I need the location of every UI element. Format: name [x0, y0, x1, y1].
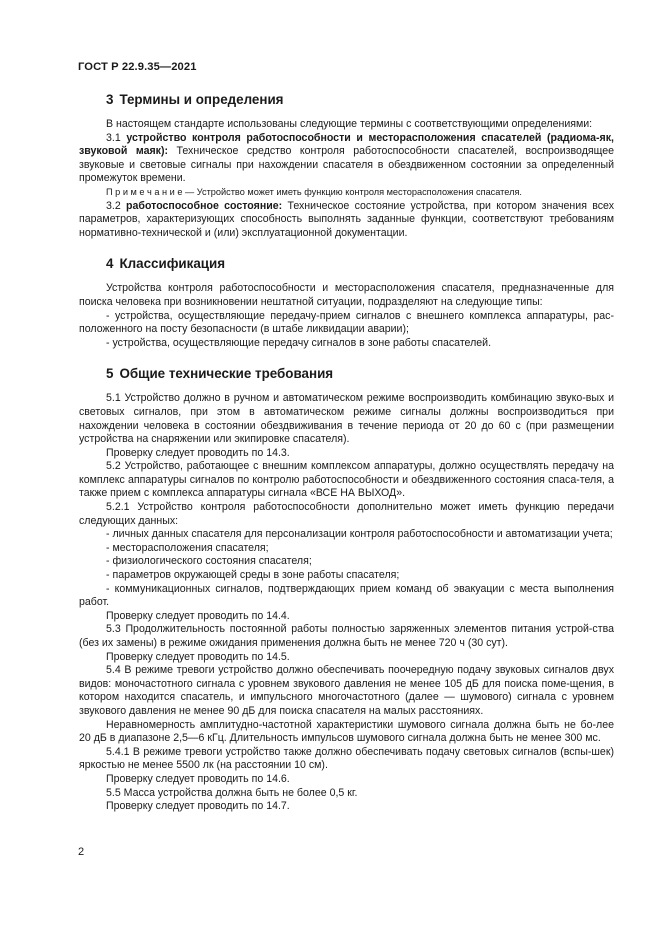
- list-item: - физиологического состояния спасателя;: [106, 555, 312, 568]
- term-3-1: [79, 132, 614, 186]
- section-number: 4: [106, 256, 114, 272]
- clause-5-4: 5.4 В режиме тревоги устройство должно обеспечивать поочередную подачу звуковых сигналов двух видов: моночастотного сигнала с уровнем звукового давления не менее 105 дБ для поиска поме-щения, в котором находится спасатель, и импульсного многочастотного (далее — шумового) сигнала с уровнем звукового давления не менее 90 дБ для поиска спасателя на малых расстояниях.: [79, 664, 614, 717]
- clause-5-2-1: 5.2.1 Устройство контроля работоспособности дополнительно может иметь функцию передачи следующих данных:: [79, 501, 614, 527]
- verification-note: Проверку следует проводить по 14.3.: [106, 446, 290, 459]
- clause-5-1: 5.1 Устройство должно в ручном и автоматическом режиме воспроизводить комбинацию звуко-вых и световых сигналов, при этом в автоматическом режиме сигналы должны воспроизводиться при нахождении человека в состоянии обездвиживания в течение периода от 20 до 60 с (при размещении устройства на снаряжении или экипировке спасателя).: [79, 392, 614, 446]
- section-title: Термины и определения: [119, 92, 284, 107]
- section-number: 5: [106, 366, 114, 382]
- clause-5-4-1: 5.4.1 В режиме тревоги устройство также должно обеспечивать подачу световых сигналов (вспы-шек) яркостью не менее 5500 лк (на расстоянии 10 см).: [79, 745, 614, 772]
- term-definition: Техническое средство контроля работоспособности спасателей, воспроизводящее звуковые и световые сигналы при нахождении спасателя в обездвиженном состоянии за определенный промежуток времени.: [79, 145, 614, 185]
- clause-5-3: 5.3 Продолжительность постоянной работы полностью заряженных элементов питания устрой-ства (без их замены) в режиме ожидания применения должна быть не менее 720 ч (30 сут).: [79, 623, 614, 649]
- list-item: - устройства, осуществляющие передачу-прием сигналов с внешнего комплекса аппаратуры, рас-положенного на посту безопасности (в штабе ликвидации аварии);: [79, 309, 614, 336]
- term-name: устройство контроля работоспособности и месторасположения спасателей (радиома-як, звуковой маяк):: [79, 131, 614, 158]
- list-item: - устройства, осуществляющие передачу сигналов в зоне работы спасателей.: [106, 336, 492, 349]
- section-title: Общие технические требования: [119, 366, 334, 382]
- section-number: 3: [106, 92, 114, 107]
- note-label: П р и м е ч а н и е: [106, 186, 183, 197]
- section-heading-4: [79, 256, 614, 272]
- clause-5-4-continued: Неравномерность амплитудно-частотной характеристики шумового сигнала должна быть не бо-лее 20 дБ в диапазоне 2,5—6 кГц. Длительность импульсов шумового сигнала должна быть не менее 300 мс.: [79, 718, 614, 745]
- section-title: Классификация: [119, 256, 226, 272]
- list-item: - коммуникационных сигналов, подтверждающих прием команд об эвакуации с места выполнения работ.: [79, 582, 614, 609]
- verification-note: Проверку следует проводить по 14.7.: [106, 800, 290, 813]
- page-number: 2: [78, 846, 85, 858]
- term-3-2: [79, 200, 614, 241]
- list-item: - личных данных спасателя для персонализации контроля работоспособности и автоматизации учета;: [106, 528, 613, 541]
- clause-5-5: 5.5 Масса устройства должна быть не более 0,5 кг.: [106, 786, 358, 799]
- list-item: - параметров окружающей среды в зоне работы спасателя;: [106, 569, 400, 582]
- note: [79, 186, 614, 200]
- verification-note: Проверку следует проводить по 14.5.: [106, 650, 290, 663]
- term-definition: Техническое состояние устройства, при котором значения всех параметров, характеризующих способность выполнять заданные функции, соответствуют требованиям нормативно-технической и (или) эксплуатационной документации.: [79, 199, 614, 239]
- document-body: [79, 88, 614, 814]
- paragraph-intro: В настоящем стандарте использованы следующие термины с соответствующими определениями:: [106, 118, 593, 130]
- verification-note: Проверку следует проводить по 14.4.: [106, 609, 290, 622]
- section-heading-5: [79, 366, 614, 382]
- section-heading-3: [79, 92, 614, 108]
- standard-header: ГОСТ Р 22.9.35—2021: [78, 61, 197, 73]
- paragraph: Устройства контроля работоспособности и месторасположения спасателя, предназначенные для поиска человека при возникновении нештатной ситуации, подразделяют на следующие типы:: [79, 282, 614, 308]
- list-item: - месторасположения спасателя;: [106, 541, 269, 554]
- note-text: — Устройство может иметь функцию контроля месторасположения спасателя.: [182, 186, 522, 197]
- term-number: 3.2: [106, 199, 121, 212]
- term-number: 3.1: [106, 131, 121, 144]
- verification-note: Проверку следует проводить по 14.6.: [106, 772, 290, 785]
- term-name: работоспособное состояние:: [126, 199, 283, 212]
- clause-5-2: 5.2 Устройство, работающее с внешним комплексом аппаратуры, должно осуществлять передачу на комплекс аппаратуры сигналов по контролю работоспособности и обездвиженного состояния спаса-теля, а также прием с комплекса аппаратуры сигнала «ВСЕ НА ВЫХОД».: [79, 460, 614, 500]
